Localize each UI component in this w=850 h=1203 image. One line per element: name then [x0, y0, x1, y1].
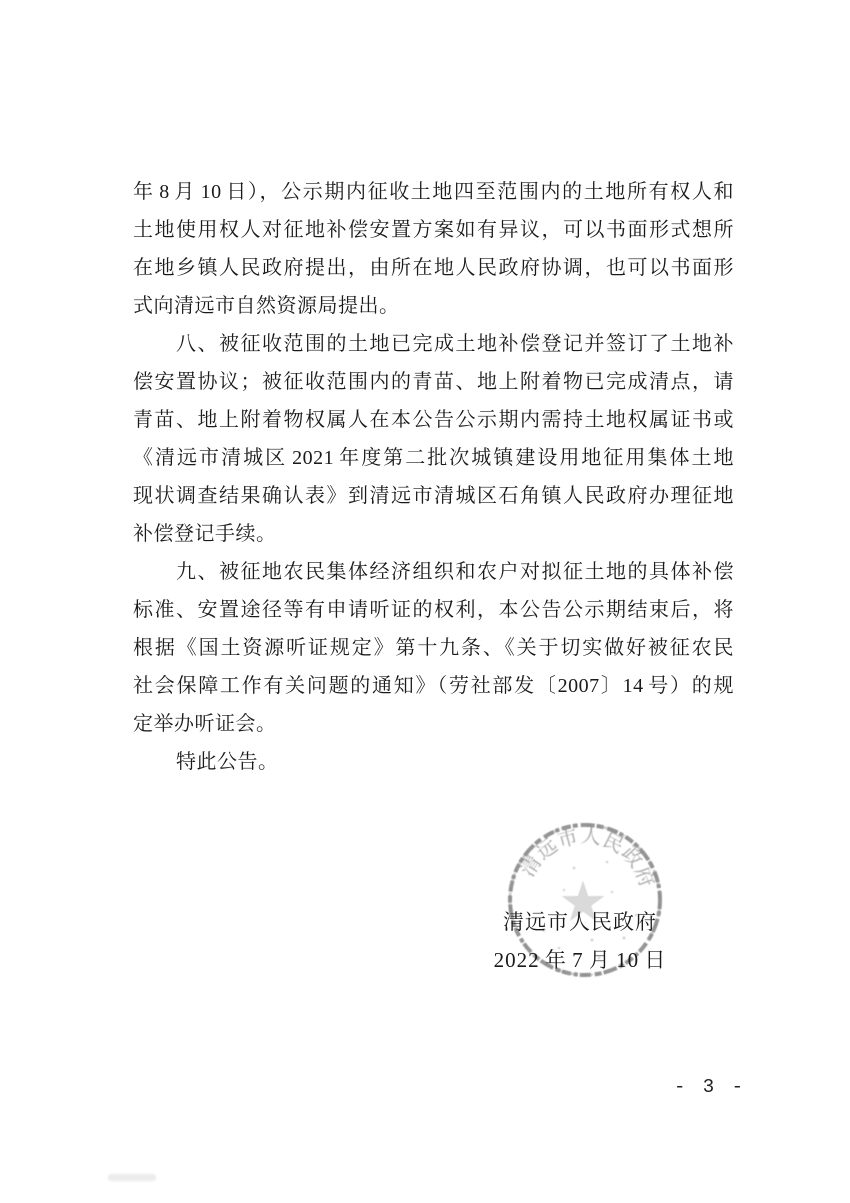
text-line: 标准、安置途径等有申请听证的权利，本公告公示期结束后，将	[133, 599, 734, 621]
text-line: 偿安置协议；被征收范围内的青苗、地上附着物已完成清点，请	[133, 371, 734, 393]
text-line: 式向清远市自然资源局提出。	[133, 295, 400, 317]
text-line: 定举办听证会。	[133, 713, 277, 735]
text-line: 根据《国土资源听证规定》第十九条、《关于切实做好被征农民	[133, 637, 734, 659]
text-line: 年 8 月 10 日），公示期内征收土地四至范围内的土地所有权人和	[133, 181, 734, 203]
text-line: 九、被征地农民集体经济组织和农户对拟征土地的具体补偿	[176, 561, 734, 583]
signature-date: 2022 年 7 月 10 日	[493, 948, 667, 972]
text-line: 特此公告。	[176, 751, 279, 773]
signature-authority: 清远市人民政府	[503, 910, 657, 934]
signature-block	[400, 903, 760, 979]
text-line: 在地乡镇人民政府提出，由所在地人民政府协调，也可以书面形	[133, 257, 734, 279]
text-line: 现状调查结果确认表》到清远市清城区石角镇人民政府办理征地	[133, 485, 734, 507]
document-body	[133, 173, 734, 781]
text-line: 土地使用权人对征地补偿安置方案如有异议，可以书面形式想所	[133, 219, 734, 241]
text-line: 补偿登记手续。	[133, 523, 277, 545]
page-number: - 3 -	[673, 1076, 746, 1098]
text-line: 青苗、地上附着物权属人在本公告公示期内需持土地权属证书或	[133, 409, 734, 431]
scan-smudge	[108, 1174, 156, 1181]
text-line: 《清远市清城区 2021 年度第二批次城镇建设用地征用集体土地	[133, 447, 734, 469]
seal-arc-text: 清远市人民政府	[516, 825, 658, 892]
text-line: 社会保障工作有关问题的通知》（劳社部发〔2007〕14 号）的规	[133, 675, 734, 697]
text-line: 八、被征收范围的土地已完成土地补偿登记并签订了土地补	[176, 333, 734, 355]
